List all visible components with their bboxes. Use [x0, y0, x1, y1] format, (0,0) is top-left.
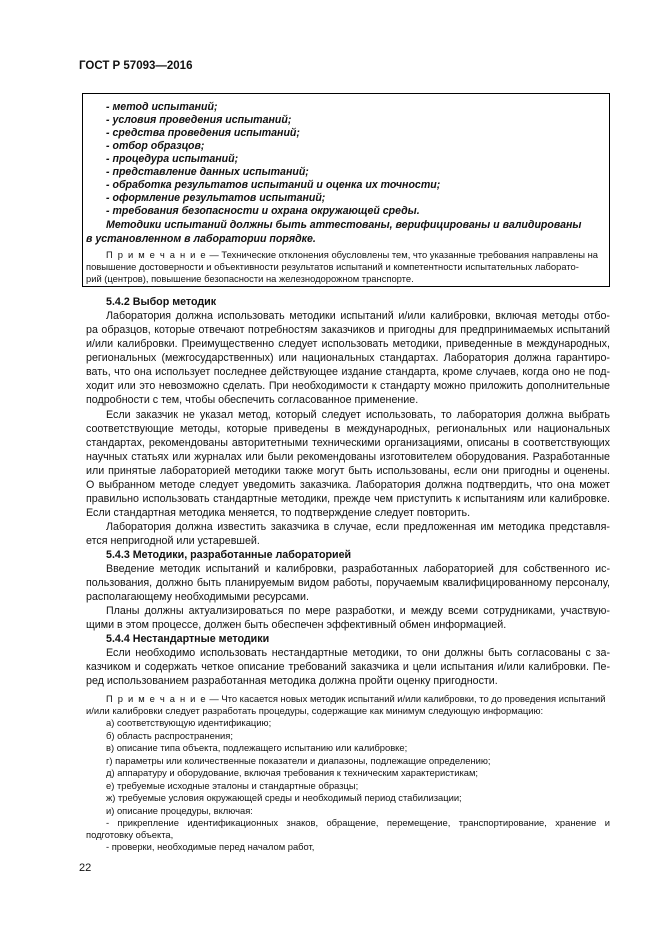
text-line: Лаборатория должна использовать методики испытаний и/или калибровки, включая методы отбо-	[106, 310, 610, 322]
box-list-item: - обработка результатов испытаний и оценка их точности;	[106, 179, 441, 191]
text-line: Если стандартная методика меняется, то подтверждение следует повторить.	[86, 507, 471, 519]
box-note-line: повышение достоверности и объективности результатов испытаний и компетентности испытательных лаборато-	[86, 261, 579, 272]
text-line: вать, что она использует последнее действующее издание стандарта, кроме случаев, когда оно не под-	[86, 366, 610, 378]
note-list-item: а) соответствующую идентификацию;	[106, 717, 272, 728]
note-sub-item: - проверки, необходимые перед началом работ,	[106, 841, 315, 852]
text-line: Введение методик испытаний и калибровки, разработанных лабораторией для собственного ис-	[106, 563, 610, 575]
text-line: или принятые лабораторией методики также могут быть использованы, если они пригодны и оценены.	[86, 465, 610, 477]
box-paragraph-line: в установленном в лаборатории порядке.	[86, 233, 316, 245]
box-list-item: - метод испытаний;	[106, 101, 218, 113]
text-line: научных статьях или журналах или были рекомендованы изготовителем оборудования. Разработанные	[86, 451, 610, 463]
document-header: ГОСТ Р 57093—2016	[79, 60, 193, 72]
text-line: ред использованием разработанная методика должна пройти оценку пригодности.	[86, 675, 498, 687]
text-line: Если необходимо использовать нестандартные методики, то они должны быть согласованы с за-	[106, 647, 610, 659]
note-label: П р и м е ч а н и е	[106, 249, 207, 260]
note-list-item: е) требуемые исходные эталоны и стандартные образцы;	[106, 780, 359, 791]
text-line: подробности с тем, чтобы обеспечить согласованное применение.	[86, 394, 419, 406]
box-list-item: - отбор образцов;	[106, 140, 205, 152]
note-list-item: д) аппаратуру и оборудование, включая требования к техническим характеристикам;	[106, 767, 479, 778]
text-line: щими в этом процессе, должен быть обеспечен эффективный обмен информацией.	[86, 619, 507, 631]
note-list-item: и) описание процедуры, включая:	[106, 805, 253, 816]
box-list-item: - требования безопасности и охрана окружающей среды.	[106, 205, 420, 217]
note-label: П р и м е ч а н и е	[106, 693, 207, 704]
box-list-item: - средства проведения испытаний;	[106, 127, 300, 139]
text-line: соответствующие методы, которые приведены в международных, региональных или национальных	[86, 423, 610, 435]
text-line: Если заказчик не указал метод, который следует использовать, то лаборатория должна выбрать	[106, 409, 610, 421]
page-number: 22	[79, 862, 92, 874]
note-list-item: в) описание типа объекта, подлежащего испытанию или калибровке;	[106, 742, 408, 753]
note-line: и/или калибровки следует разработать процедуры, содержащие как минимум следующую информацию:	[86, 705, 544, 716]
text-line: ходит или это невозможно сделать. При необходимости к стандарту можно приложить дополнительные	[86, 380, 610, 392]
text-line: О выбранном методе следует уведомить заказчика. Лаборатория должна подтвердить, что она может	[86, 479, 610, 491]
note-text: — Что касается новых методик испытаний и/или калибровки, то до проведения испытаний	[206, 693, 606, 704]
note-list-item: ж) требуемые условия окружающей среды и необходимый период стабилизации;	[106, 792, 462, 803]
text-line: правильно использовать стандартные методики, прежде чем приступить к испытаниям или калибровке.	[86, 493, 610, 505]
box-list-item: - процедура испытаний;	[106, 153, 239, 165]
text-line: пользования, должно быть планируемым видом работы, поручаемым квалифицированному персоналу,	[86, 577, 610, 589]
note-line	[106, 693, 606, 704]
text-line: ется непригодной или устаревшей.	[86, 535, 260, 547]
section-heading-5-4-2: 5.4.2 Выбор методик	[106, 296, 217, 308]
text-line: и/или калибровки. Преимущественно следует использовать методики, приведенные в международных,	[86, 338, 610, 350]
note-list-item: г) параметры или количественные показатели и диапазоны, подлежащие определению;	[106, 755, 491, 766]
box-paragraph-line: Методики испытаний должны быть аттестованы, верифицированы и валидированы	[106, 219, 582, 231]
text-line: региональных (межгосударственных) или национальных стандартах. Лаборатория должна гарантиро-	[86, 352, 610, 364]
text-line: ра образцов, которые отвечают потребностям заказчиков и пригодны для предпринимаемых испытаний	[86, 324, 610, 336]
text-line: казчиком и содержать четкое описание требований заказчика и цели испытания и/или калибровки. Пе-	[86, 661, 610, 673]
box-list-item: - условия проведения испытаний;	[106, 114, 292, 126]
text-line: располагающему необходимыми ресурсами.	[86, 591, 309, 603]
section-heading-5-4-4: 5.4.4 Нестандартные методики	[106, 633, 270, 645]
box-note-line	[106, 249, 598, 260]
box-note-line: рий (центров), повышение безопасности на железнодорожном транспорте.	[86, 273, 414, 284]
text-line: Планы должны актуализироваться по мере разработки, и между всеми сотрудниками, участвую-	[106, 605, 610, 617]
section-heading-5-4-3: 5.4.3 Методики, разработанные лабораторией	[106, 549, 352, 561]
note-sub-item: подготовку объекта,	[86, 829, 174, 840]
note-text: — Технические отклонения обусловлены тем, что указанные требования направлены на	[206, 249, 598, 260]
box-list-item: - представление данных испытаний;	[106, 166, 309, 178]
box-list-item: - оформление результатов испытаний;	[106, 192, 326, 204]
note-sub-item: - прикрепление идентификационных знаков, обращение, перемещение, транспортирование, хранение и	[106, 817, 610, 828]
note-list-item: б) область распространения;	[106, 730, 233, 741]
text-line: Лаборатория должна известить заказчика в случае, если предложенная им методика представля-	[106, 521, 610, 533]
text-line: стандартах, рекомендованы авторитетными техническими организациями, описаны в соответствующих	[86, 437, 610, 449]
